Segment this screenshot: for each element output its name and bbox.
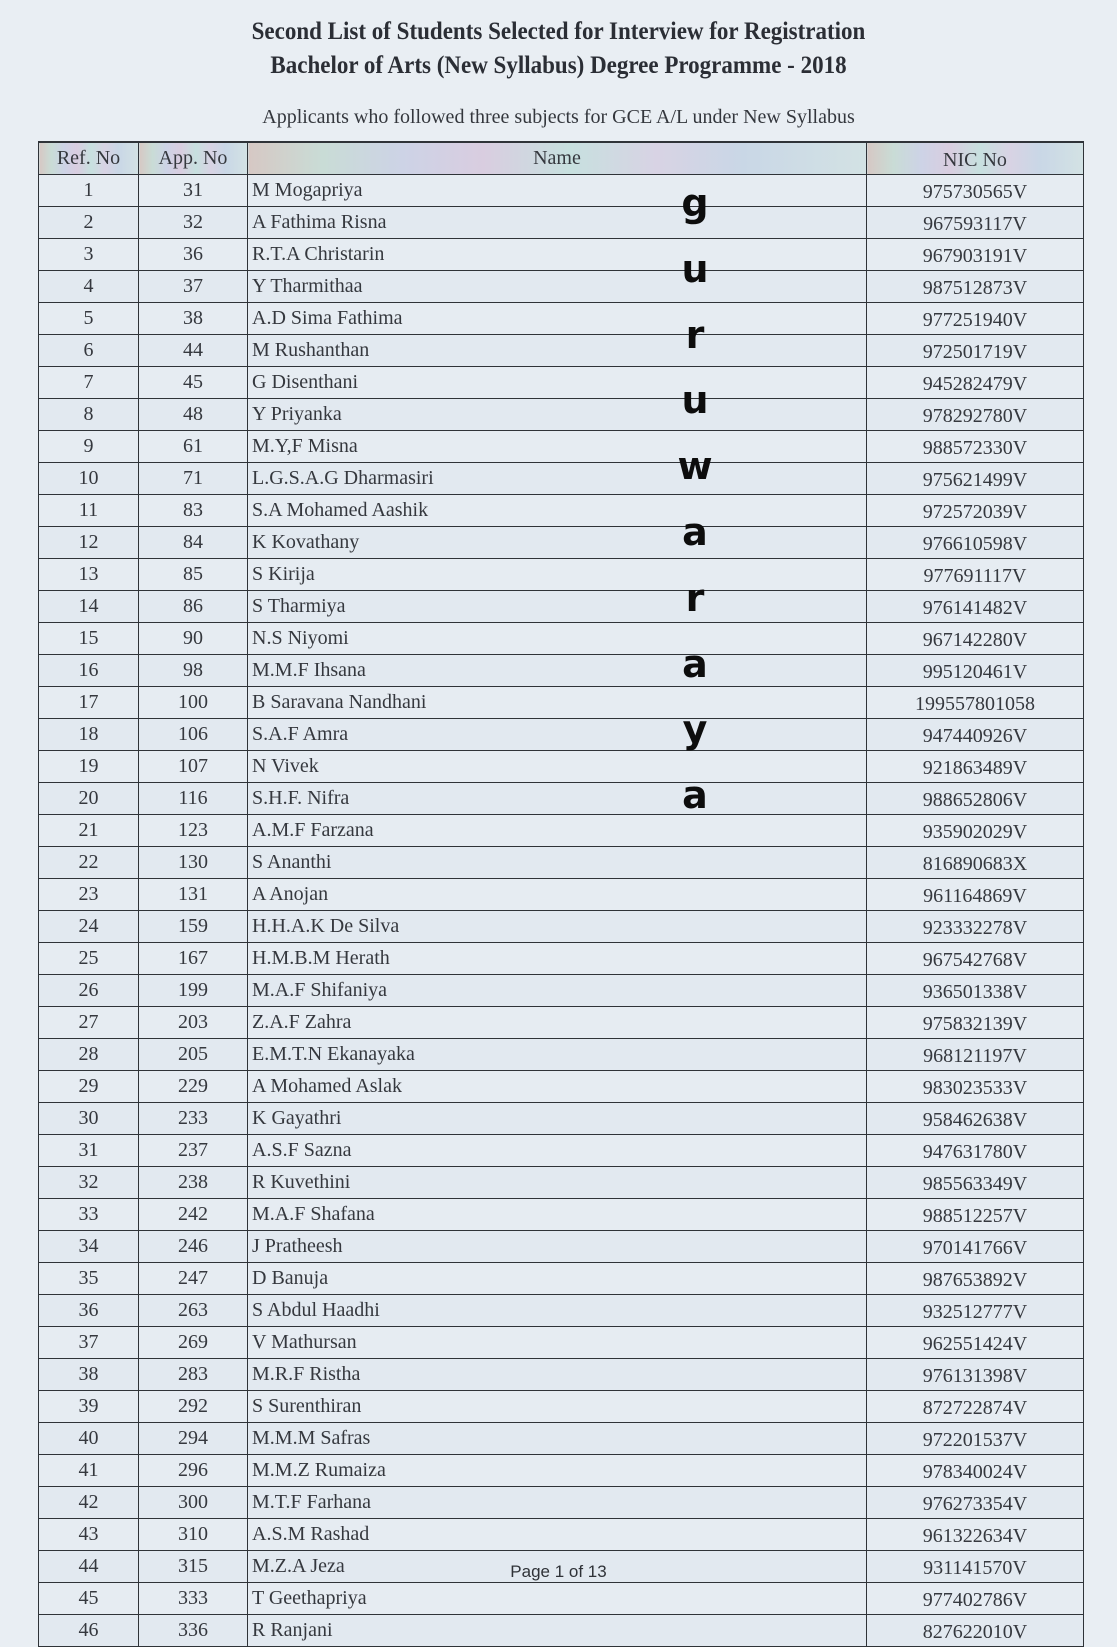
table-row [39,591,1084,623]
table-row [39,1327,1084,1359]
name-cell: B Saravana Nandhani [248,687,867,719]
nic-no-cell: 987653892V [867,1263,1084,1295]
table-row [39,911,1084,943]
ref-no-cell: 28 [39,1039,139,1071]
app-no-cell: 300 [139,1487,248,1519]
name-cell: N.S Niyomi [248,623,867,655]
nic-no-cell: 978340024V [867,1455,1084,1487]
name-cell: N Vivek [248,751,867,783]
ref-no-cell: 12 [39,527,139,559]
ref-no-cell: 15 [39,623,139,655]
ref-no-cell: 46 [39,1615,139,1647]
table-row [39,495,1084,527]
name-cell: R Kuvethini [248,1167,867,1199]
app-no-cell: 242 [139,1199,248,1231]
nic-no-cell: 972201537V [867,1423,1084,1455]
table-row [39,751,1084,783]
table-row [39,879,1084,911]
nic-no-cell: 978292780V [867,399,1084,431]
table-row [39,815,1084,847]
app-no-cell: 85 [139,559,248,591]
nic-no-cell: 947631780V [867,1135,1084,1167]
nic-no-cell: 967903191V [867,239,1084,271]
name-cell: A.S.F Sazna [248,1135,867,1167]
table-row [39,1039,1084,1071]
column-header-app-no: App. No [139,142,248,175]
name-cell: M.M.M Safras [248,1423,867,1455]
ref-no-cell: 32 [39,1167,139,1199]
name-cell: M.M.F Ihsana [248,655,867,687]
table-row [39,399,1084,431]
ref-no-cell: 6 [39,335,139,367]
nic-no-cell: 970141766V [867,1231,1084,1263]
table-row [39,335,1084,367]
app-no-cell: 37 [139,271,248,303]
table-row [39,719,1084,751]
ref-no-cell: 42 [39,1487,139,1519]
app-no-cell: 83 [139,495,248,527]
app-no-cell: 336 [139,1615,248,1647]
name-cell: R.T.A Christarin [248,239,867,271]
app-no-cell: 310 [139,1519,248,1551]
app-no-cell: 294 [139,1423,248,1455]
nic-no-cell: 199557801058 [867,687,1084,719]
nic-no-cell: 961322634V [867,1519,1084,1551]
app-no-cell: 107 [139,751,248,783]
app-no-cell: 229 [139,1071,248,1103]
name-cell: R Ranjani [248,1615,867,1647]
app-no-cell: 283 [139,1359,248,1391]
app-no-cell: 36 [139,239,248,271]
table-row [39,463,1084,495]
name-cell: A Fathima Risna [248,207,867,239]
column-header-ref-no: Ref. No [39,142,139,175]
nic-no-cell: 972501719V [867,335,1084,367]
nic-no-cell: 976273354V [867,1487,1084,1519]
app-no-cell: 238 [139,1167,248,1199]
name-cell: A.M.F Farzana [248,815,867,847]
ref-no-cell: 17 [39,687,139,719]
ref-no-cell: 33 [39,1199,139,1231]
app-no-cell: 116 [139,783,248,815]
ref-no-cell: 8 [39,399,139,431]
nic-no-cell: 921863489V [867,751,1084,783]
ref-no-cell: 44 [39,1551,139,1583]
watermark-letter: g [681,181,709,225]
app-no-cell: 38 [139,303,248,335]
name-cell: M.A.F Shafana [248,1199,867,1231]
name-cell: A.S.M Rashad [248,1519,867,1551]
name-cell: M.R.F Ristha [248,1359,867,1391]
ref-no-cell: 27 [39,1007,139,1039]
table-row [39,623,1084,655]
column-header-nic-no: NIC No [867,142,1084,175]
name-cell: M.M.Z Rumaiza [248,1455,867,1487]
ref-no-cell: 1 [39,175,139,207]
ref-no-cell: 14 [39,591,139,623]
name-cell: S.A.F Amra [248,719,867,751]
name-cell: Y Tharmithaa [248,271,867,303]
table-row [39,1583,1084,1615]
table-row [39,527,1084,559]
nic-no-cell: 985563349V [867,1167,1084,1199]
ref-no-cell: 37 [39,1327,139,1359]
name-cell: Y Priyanka [248,399,867,431]
name-cell: A.D Sima Fathima [248,303,867,335]
app-no-cell: 247 [139,1263,248,1295]
nic-no-cell: 931141570V [867,1551,1084,1583]
name-cell: A Anojan [248,879,867,911]
ref-no-cell: 3 [39,239,139,271]
app-no-cell: 246 [139,1231,248,1263]
table-row [39,1199,1084,1231]
app-no-cell: 48 [139,399,248,431]
ref-no-cell: 16 [39,655,139,687]
name-cell: K Gayathri [248,1103,867,1135]
ref-no-cell: 18 [39,719,139,751]
watermark-letter: r [685,575,705,620]
name-cell: H.H.A.K De Silva [248,911,867,943]
nic-no-cell: 958462638V [867,1103,1084,1135]
ref-no-cell: 24 [39,911,139,943]
nic-no-cell: 988652806V [867,783,1084,815]
document-title-line1: Second List of Students Selected for Interview for Registration [251,18,866,45]
table-row [39,943,1084,975]
app-no-cell: 199 [139,975,248,1007]
app-no-cell: 71 [139,463,248,495]
app-no-cell: 84 [139,527,248,559]
students-table [38,141,1084,1647]
nic-no-cell: 945282479V [867,367,1084,399]
ref-no-cell: 21 [39,815,139,847]
ref-no-cell: 26 [39,975,139,1007]
ref-no-cell: 7 [39,367,139,399]
nic-no-cell: 961164869V [867,879,1084,911]
nic-no-cell: 983023533V [867,1071,1084,1103]
ref-no-cell: 38 [39,1359,139,1391]
app-no-cell: 106 [139,719,248,751]
table-row [39,175,1084,207]
nic-no-cell: 976610598V [867,527,1084,559]
watermark-letter: a [682,641,708,686]
nic-no-cell: 995120461V [867,655,1084,687]
app-no-cell: 90 [139,623,248,655]
table-row [39,367,1084,399]
ref-no-cell: 29 [39,1071,139,1103]
nic-no-cell: 977691117V [867,559,1084,591]
nic-no-cell: 827622010V [867,1615,1084,1647]
ref-no-cell: 4 [39,271,139,303]
nic-no-cell: 947440926V [867,719,1084,751]
watermark-text [670,178,720,836]
name-cell: V Mathursan [248,1327,867,1359]
watermark-letter: u [681,378,709,423]
nic-no-cell: 923332278V [867,911,1084,943]
app-no-cell: 296 [139,1455,248,1487]
ref-no-cell: 34 [39,1231,139,1263]
app-no-cell: 86 [139,591,248,623]
nic-no-cell: 936501338V [867,975,1084,1007]
watermark-letter: y [682,707,708,752]
name-cell: S Tharmiya [248,591,867,623]
document-title-line2: Bachelor of Arts (New Syllabus) Degree Programme - 2018 [270,52,847,79]
ref-no-cell: 39 [39,1391,139,1423]
name-cell: L.G.S.A.G Dharmasiri [248,463,867,495]
table-row [39,1615,1084,1647]
name-cell: S Kirija [248,559,867,591]
table-row [39,271,1084,303]
table-row [39,1423,1084,1455]
table-row [39,1103,1084,1135]
name-cell: A Mohamed Aslak [248,1071,867,1103]
table-row [39,783,1084,815]
table-row [39,1135,1084,1167]
app-no-cell: 263 [139,1295,248,1327]
ref-no-cell: 30 [39,1103,139,1135]
nic-no-cell: 967542768V [867,943,1084,975]
ref-no-cell: 5 [39,303,139,335]
ref-no-cell: 22 [39,847,139,879]
table-row [39,1167,1084,1199]
ref-no-cell: 20 [39,783,139,815]
watermark-letter: u [681,246,709,291]
app-no-cell: 333 [139,1583,248,1615]
nic-no-cell: 975621499V [867,463,1084,495]
name-cell: G Disenthani [248,367,867,399]
nic-no-cell: 816890683X [867,847,1084,879]
table-row [39,1231,1084,1263]
ref-no-cell: 19 [39,751,139,783]
app-no-cell: 45 [139,367,248,399]
table-row [39,1359,1084,1391]
ref-no-cell: 10 [39,463,139,495]
name-cell: M.Y,F Misna [248,431,867,463]
ref-no-cell: 31 [39,1135,139,1167]
nic-no-cell: 968121197V [867,1039,1084,1071]
table-row [39,1487,1084,1519]
table-header-row [39,142,1084,175]
nic-no-cell: 976131398V [867,1359,1084,1391]
nic-no-cell: 975730565V [867,175,1084,207]
nic-no-cell: 988512257V [867,1199,1084,1231]
ref-no-cell: 25 [39,943,139,975]
table-row [39,431,1084,463]
app-no-cell: 61 [139,431,248,463]
app-no-cell: 159 [139,911,248,943]
app-no-cell: 44 [139,335,248,367]
watermark-letter: r [685,312,705,357]
table-row [39,207,1084,239]
table-row [39,1455,1084,1487]
name-cell: J Pratheesh [248,1231,867,1263]
nic-no-cell: 935902029V [867,815,1084,847]
table-row [39,655,1084,687]
nic-no-cell: 977402786V [867,1583,1084,1615]
table-body [39,175,1084,1647]
app-no-cell: 233 [139,1103,248,1135]
ref-no-cell: 45 [39,1583,139,1615]
ref-no-cell: 9 [39,431,139,463]
table-row [39,1295,1084,1327]
table-row [39,303,1084,335]
document-subtitle: Applicants who followed three subjects for GCE A/L under New Syllabus [262,106,855,128]
app-no-cell: 315 [139,1551,248,1583]
app-no-cell: 292 [139,1391,248,1423]
app-no-cell: 32 [139,207,248,239]
name-cell: S Surenthiran [248,1391,867,1423]
table-row [39,1391,1084,1423]
nic-no-cell: 975832139V [867,1007,1084,1039]
nic-no-cell: 932512777V [867,1295,1084,1327]
name-cell: M.A.F Shifaniya [248,975,867,1007]
app-no-cell: 130 [139,847,248,879]
ref-no-cell: 13 [39,559,139,591]
column-header-name: Name [248,142,867,175]
name-cell: S.A Mohamed Aashik [248,495,867,527]
app-no-cell: 31 [139,175,248,207]
app-no-cell: 123 [139,815,248,847]
name-cell: H.M.B.M Herath [248,943,867,975]
name-cell: M Mogapriya [248,175,867,207]
nic-no-cell: 987512873V [867,271,1084,303]
ref-no-cell: 35 [39,1263,139,1295]
table-row [39,1007,1084,1039]
table-row [39,559,1084,591]
name-cell: E.M.T.N Ekanayaka [248,1039,867,1071]
table-row [39,687,1084,719]
page-number: Page 1 of 13 [510,1562,607,1581]
nic-no-cell: 972572039V [867,495,1084,527]
app-no-cell: 100 [139,687,248,719]
nic-no-cell: 988572330V [867,431,1084,463]
name-cell: S.H.F. Nifra [248,783,867,815]
name-cell: S Abdul Haadhi [248,1295,867,1327]
nic-no-cell: 976141482V [867,591,1084,623]
ref-no-cell: 43 [39,1519,139,1551]
table-row [39,847,1084,879]
ref-no-cell: 23 [39,879,139,911]
app-no-cell: 237 [139,1135,248,1167]
table-row [39,1263,1084,1295]
ref-no-cell: 41 [39,1455,139,1487]
table-row [39,1071,1084,1103]
name-cell: M Rushanthan [248,335,867,367]
table-row [39,1519,1084,1551]
app-no-cell: 205 [139,1039,248,1071]
name-cell: S Ananthi [248,847,867,879]
nic-no-cell: 962551424V [867,1327,1084,1359]
watermark-letter: a [682,509,708,554]
watermark-letter: a [682,773,708,818]
name-cell: Z.A.F Zahra [248,1007,867,1039]
nic-no-cell: 977251940V [867,303,1084,335]
app-no-cell: 98 [139,655,248,687]
name-cell: T Geethapriya [248,1583,867,1615]
table-row [39,975,1084,1007]
name-cell: D Banuja [248,1263,867,1295]
app-no-cell: 269 [139,1327,248,1359]
app-no-cell: 131 [139,879,248,911]
name-cell: K Kovathany [248,527,867,559]
ref-no-cell: 40 [39,1423,139,1455]
ref-no-cell: 2 [39,207,139,239]
nic-no-cell: 967593117V [867,207,1084,239]
ref-no-cell: 11 [39,495,139,527]
nic-no-cell: 967142280V [867,623,1084,655]
name-cell: M.T.F Farhana [248,1487,867,1519]
name-cell: M.Z.A Jeza [248,1551,867,1583]
app-no-cell: 167 [139,943,248,975]
nic-no-cell: 872722874V [867,1391,1084,1423]
ref-no-cell: 36 [39,1295,139,1327]
app-no-cell: 203 [139,1007,248,1039]
table-row [39,239,1084,271]
watermark-letter: w [677,444,713,489]
